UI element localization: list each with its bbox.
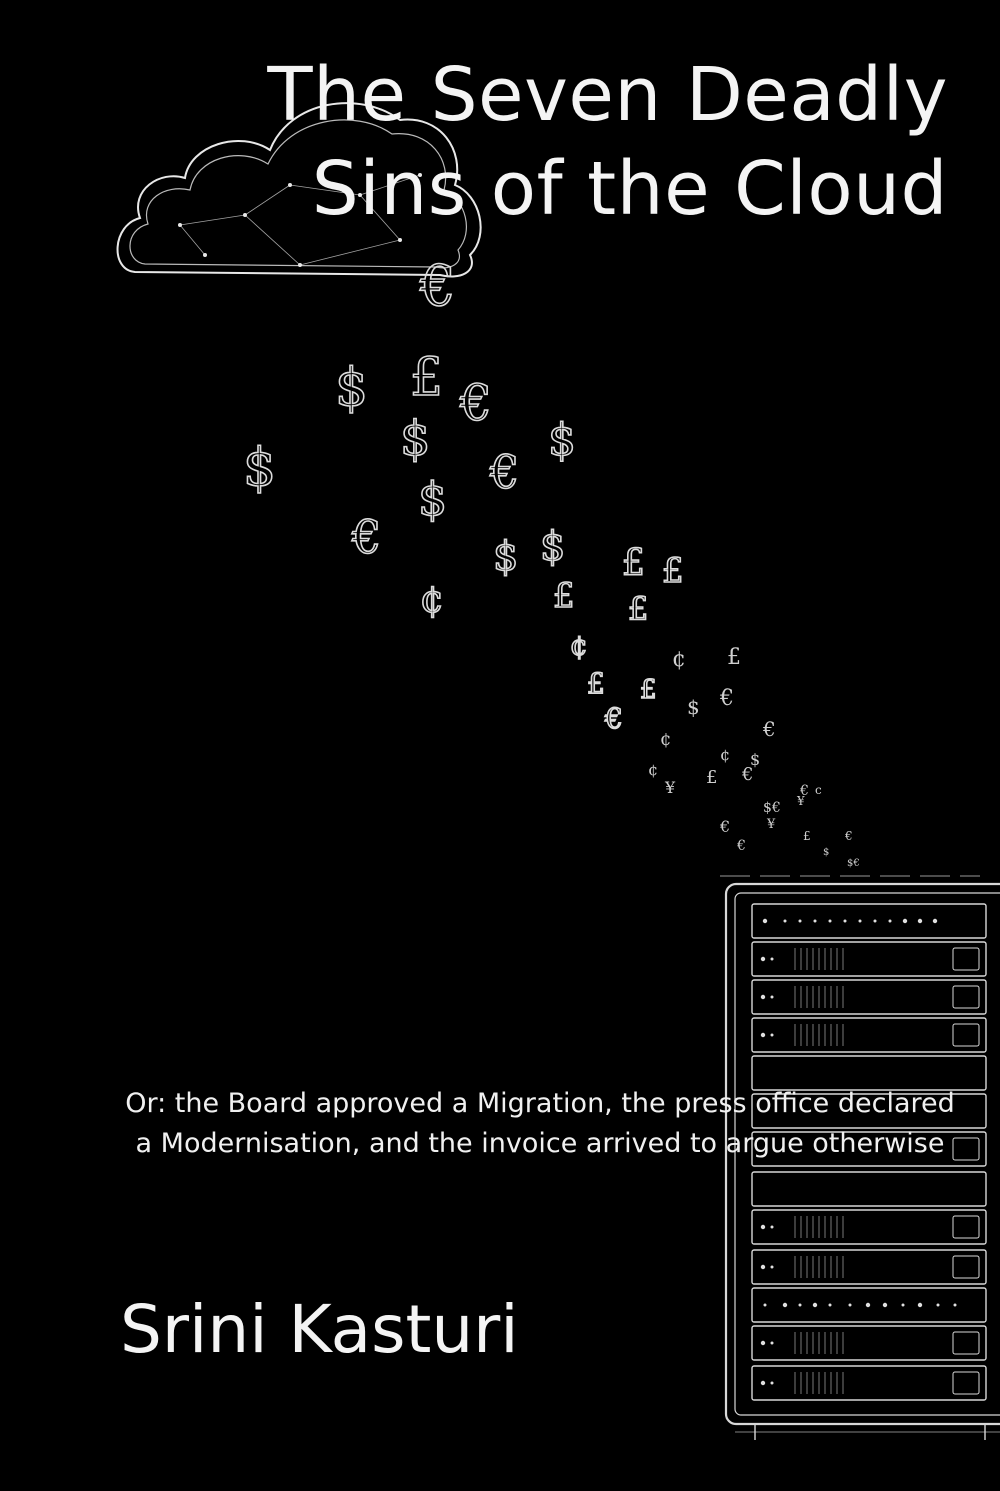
- svg-text:£: £: [640, 675, 657, 705]
- svg-text:€: €: [720, 817, 731, 836]
- svg-text:$: $: [540, 524, 566, 570]
- svg-text:¥: ¥: [767, 817, 776, 832]
- svg-text:¢: ¢: [420, 577, 445, 621]
- title-line-1: The Seven Deadly: [267, 52, 948, 138]
- svg-text:¥: ¥: [665, 778, 676, 797]
- svg-text:€: €: [352, 510, 382, 564]
- currency-symbols: [243, 254, 684, 735]
- svg-text:€: €: [605, 702, 623, 735]
- currency-symbols-small: [648, 645, 860, 869]
- svg-text:€: €: [737, 838, 746, 854]
- svg-text:$: $: [687, 695, 700, 719]
- svg-text:£: £: [628, 590, 649, 628]
- subtitle-line-1: Or: the Board approved a Migration, the press office declared: [125, 1088, 955, 1119]
- svg-text:$€: $€: [763, 800, 781, 816]
- book-title: [267, 48, 948, 236]
- svg-text:$€: $€: [847, 858, 860, 869]
- svg-text:$: $: [400, 411, 431, 467]
- svg-text:$: $: [823, 847, 830, 858]
- svg-text:¢: ¢: [648, 760, 659, 779]
- svg-text:$: $: [493, 534, 519, 580]
- svg-text:€: €: [742, 764, 754, 785]
- svg-text:€: €: [800, 783, 809, 799]
- svg-text:$: $: [243, 438, 277, 498]
- svg-text:€: €: [490, 445, 520, 499]
- svg-text:£: £: [727, 645, 741, 670]
- book-subtitle: [120, 1084, 960, 1164]
- svg-text:£: £: [622, 543, 645, 584]
- title-line-2: Sins of the Cloud: [311, 146, 948, 232]
- svg-text:€: €: [420, 254, 456, 319]
- svg-text:$: $: [750, 750, 761, 769]
- svg-text:£: £: [410, 348, 444, 408]
- svg-text:¢: ¢: [570, 629, 588, 662]
- subtitle-line-2: a Modernisation, and the invoice arrived to argue otherwise: [135, 1128, 945, 1159]
- svg-text:¥: ¥: [797, 794, 805, 808]
- svg-text:£: £: [587, 667, 605, 700]
- svg-text:£: £: [803, 829, 811, 843]
- svg-text:¢: ¢: [660, 729, 672, 750]
- svg-text:€: €: [460, 374, 492, 432]
- svg-text:$: $: [548, 415, 576, 466]
- author-name: Srini Kasturi: [120, 1291, 519, 1368]
- svg-text:c: c: [815, 783, 822, 797]
- svg-text:$: $: [335, 358, 369, 418]
- svg-text:€: €: [763, 717, 776, 741]
- svg-text:¢: ¢: [720, 745, 731, 764]
- svg-text:¢: ¢: [672, 647, 686, 672]
- svg-text:€: €: [720, 686, 734, 711]
- svg-text:£: £: [706, 767, 718, 788]
- svg-text:£: £: [553, 576, 575, 616]
- svg-text:£: £: [662, 551, 684, 591]
- svg-text:$: $: [418, 472, 448, 526]
- svg-text:€: €: [845, 829, 853, 843]
